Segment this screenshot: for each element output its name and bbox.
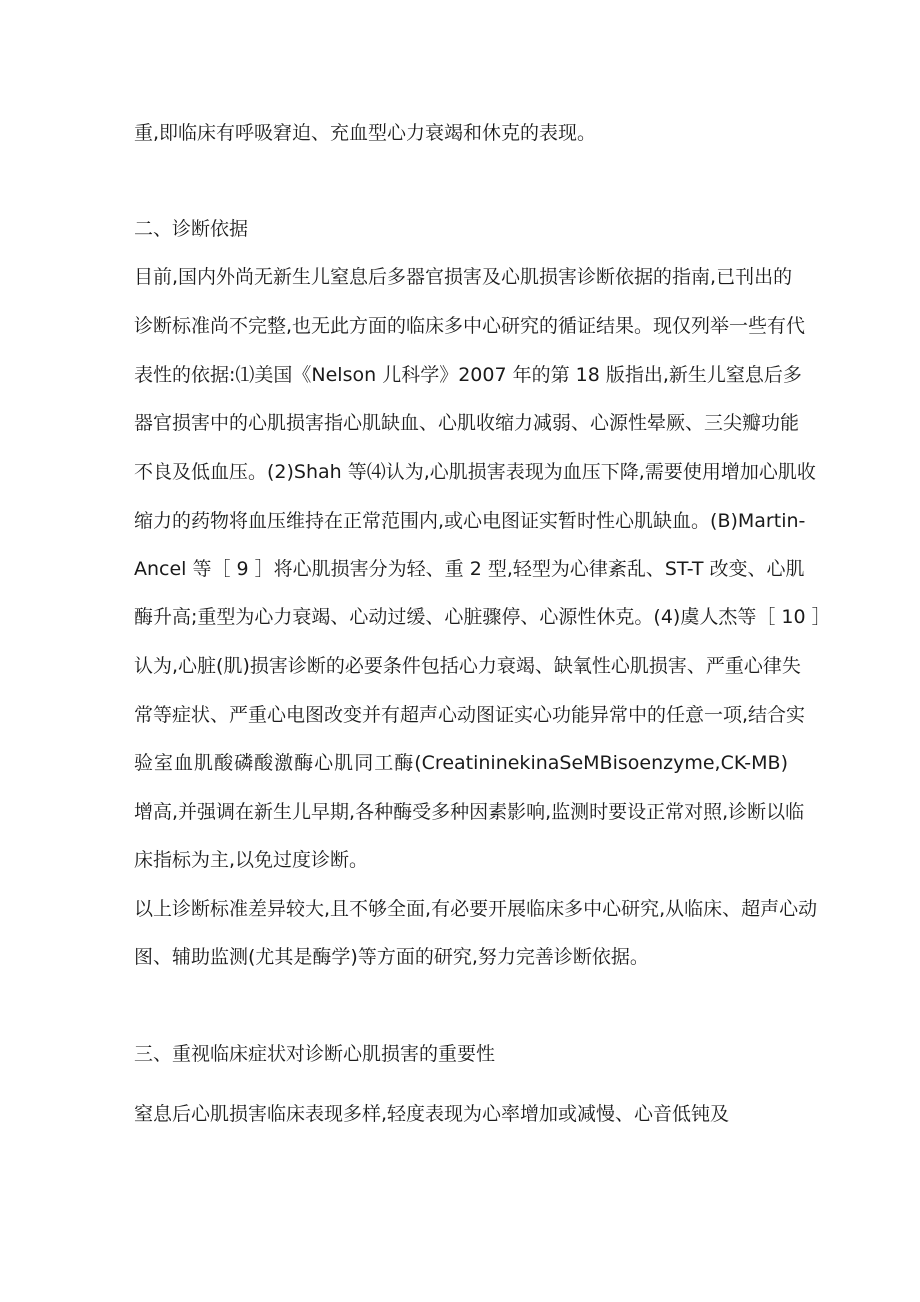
section-2-p1-line: 器官损害中的心肌损害指心肌缺血、心肌收缩力减弱、心源性晕厥、三尖瓣功能 <box>134 412 800 434</box>
section-2-p1-line: 增高,并强调在新生儿早期,各种酶受多种因素影响,监测时要设正常对照,诊断以临 <box>134 801 805 823</box>
section-2-p1-line: 诊断标准尚不完整,也无此方面的临床多中心研究的循证结果。现仅列举一些有代 <box>134 315 806 337</box>
section-2-p1-line: 目前,国内外尚无新生儿窒息后多器官损害及心肌损害诊断依据的指南,已刊出的 <box>134 266 793 288</box>
section-2-p1-line: 认为,心脏(肌)损害诊断的必要条件包括心力衰竭、缺氧性心肌损害、严重心律失 <box>134 655 801 677</box>
section-3-p1-line: 窒息后心肌损害临床表现多样,轻度表现为心率增加或减慢、心音低钝及 <box>134 1103 730 1125</box>
section-2-p1-line: 床指标为主,以免过度诊断。 <box>134 849 369 871</box>
section-2-heading: 二、诊断依据 <box>134 218 249 240</box>
section-3-heading: 三、重视临床症状对诊断心肌损害的重要性 <box>134 1043 496 1065</box>
section-2-p1-line: 缩力的药物将血压维持在正常范围内,或心电图证实暂时性心肌缺血。(B)Martin- <box>134 510 806 532</box>
section-2-p1-line: Ancel 等［ 9 ］将心肌损害分为轻、重 2 型,轻型为心律紊乱、ST-T 改变、心肌 <box>134 558 805 580</box>
section-2-p2-line: 图、辅助监测(尤其是酶学)等方面的研究,努力完善诊断依据。 <box>134 946 649 968</box>
section-2-p1-line: 验室血肌酸磷酸激酶心肌同工酶(CreatininekinaSeMBisoenzyme,CK-MB) <box>134 752 788 774</box>
section-2-p2-line: 以上诊断标准差异较大,且不够全面,有必要开展临床多中心研究,从临床、超声心动 <box>134 898 818 920</box>
section-2-p1-line: 常等症状、严重心电图改变并有超声心动图证实心功能异常中的任意一项,结合实 <box>134 704 806 726</box>
section-2-p1-line: 酶升高;重型为心力衰竭、心动过缓、心脏骤停、心源性休克。(4)虞人杰等［ 10 ］ <box>134 606 831 628</box>
intro-line: 重,即临床有呼吸窘迫、充血型心力衰竭和休克的表现。 <box>134 122 597 144</box>
section-2-p1-line: 不良及低血压。(2)Shah 等⑷认为,心肌损害表现为血压下降,需要使用增加心肌收 <box>134 461 816 483</box>
section-2-p1-line: 表性的依据:⑴美国《Nelson 儿科学》2007 年的第 18 版指出,新生儿窒息后多 <box>134 364 802 386</box>
